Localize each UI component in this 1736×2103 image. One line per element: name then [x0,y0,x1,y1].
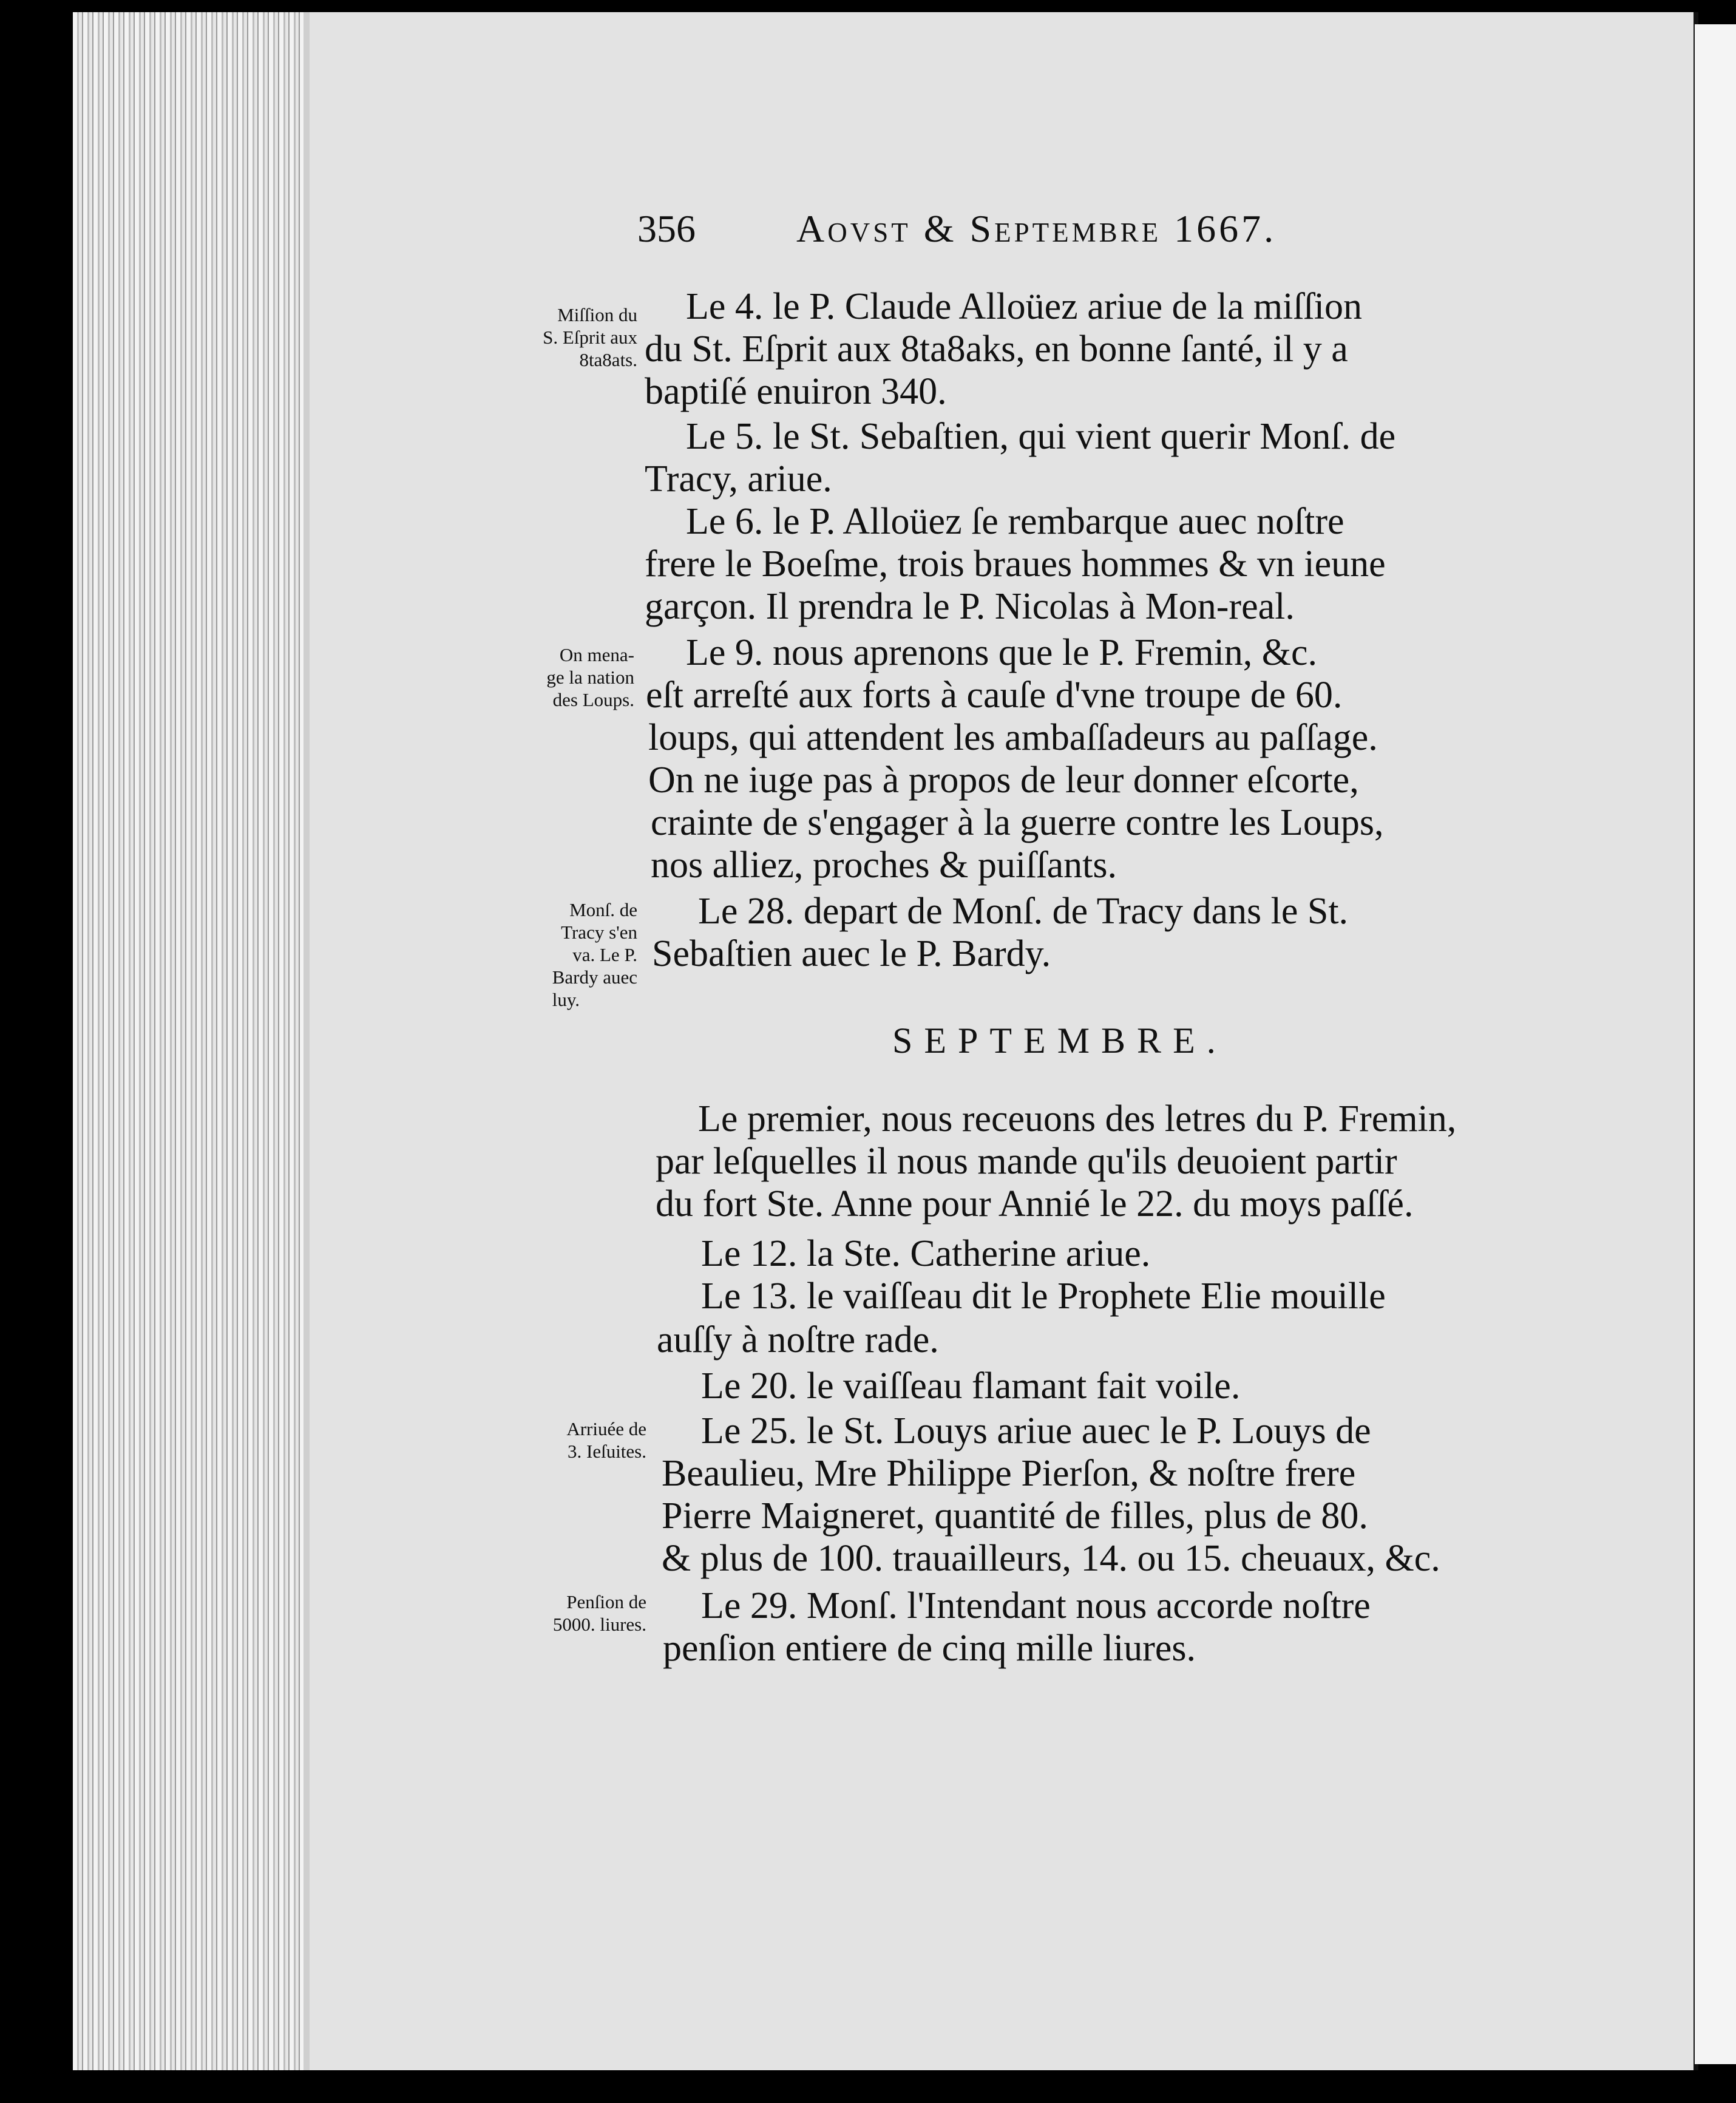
text-line: Le 29. Monſ. l'Intendant nous accorde noſtre [701,1585,1371,1626]
text-line: & plus de 100. trauailleurs, 14. ou 15. cheuaux, &c. [662,1538,1440,1579]
running-title: Aovst & Septembre 1667. [796,207,1277,250]
text-line: auſſy à noſtre rade. [657,1319,939,1361]
text-line: Tracy, ariue. [645,458,832,500]
text-line: Le 12. la Ste. Catherine ariue. [701,1233,1151,1274]
facing-page-edge [1695,24,1736,2064]
margin-note: Miſſion du S. Eſprit aux 8ta8ats. [543,304,637,370]
text-line: Pierre Maigneret, quantité de filles, plus de 80. [662,1495,1368,1537]
text-line: Le 13. le vaiſſeau dit le Prophete Elie mouille [701,1276,1386,1317]
section-heading: SEPTEMBRE. [892,1021,1227,1061]
text-line: nos alliez, proches & puiſſants. [651,844,1117,886]
text-line: frere le Boeſme, trois braues hommes & vn ieune [645,543,1386,585]
text-line: Le 4. le P. Claude Alloüez ariue de la miſſion [686,286,1363,327]
text-line: baptiſé enuiron 340. [645,371,947,412]
text-line: Beaulieu, Mre Philippe Pierſon, & noſtre frere [662,1453,1356,1494]
text-line: Le 9. nous aprenons que le P. Fremin, &c. [686,632,1318,673]
page-number: 356 [637,207,696,250]
text-line: loups, qui attendent les ambaſſadeurs au paſſage. [648,717,1378,758]
text-line: Le premier, nous receuons des letres du P. Fremin, [698,1098,1457,1140]
text-line: Sebaſtien auec le P. Bardy. [652,933,1051,974]
text-line: du St. Eſprit aux 8ta8aks, en bonne ſanté, il y a [645,328,1348,370]
text-line: crainte de s'engager à la guerre contre les Loups, [651,802,1384,843]
text-line: Le 5. le St. Sebaſtien, qui vient querir Monſ. de [686,416,1396,457]
book-page-edges [73,12,328,2070]
margin-note: Monſ. de Tracy s'en va. Le P. Bardy auec luy. [552,899,637,1010]
text-line: Le 6. le P. Alloüez ſe rembarque auec noſtre [686,501,1344,542]
text-line: garçon. Il prendra le P. Nicolas à Mon-real. [645,586,1295,627]
text-line: Le 28. depart de Monſ. de Tracy dans le St. [698,891,1349,932]
text-line: On ne iuge pas à propos de leur donner eſcorte, [648,759,1359,801]
text-line: eſt arreſté aux forts à cauſe d'vne troupe de 60. [646,674,1343,716]
text-line: penſion entiere de cinq mille liures. [663,1628,1196,1669]
margin-note: Penſion de 5000. liures. [552,1591,646,1635]
margin-note: Arriuée de 3. Ieſuites. [566,1418,646,1462]
text-line: Le 20. le vaiſſeau flamant fait voile. [701,1365,1241,1407]
text-line: Le 25. le St. Louys ariue auec le P. Louys de [701,1410,1371,1452]
text-line: par leſquelles il nous mande qu'ils deuoient partir [656,1141,1397,1182]
text-line: du fort Ste. Anne pour Annié le 22. du moys paſſé. [656,1183,1414,1225]
margin-note: On mena- ge la nation des Loups. [546,644,634,710]
